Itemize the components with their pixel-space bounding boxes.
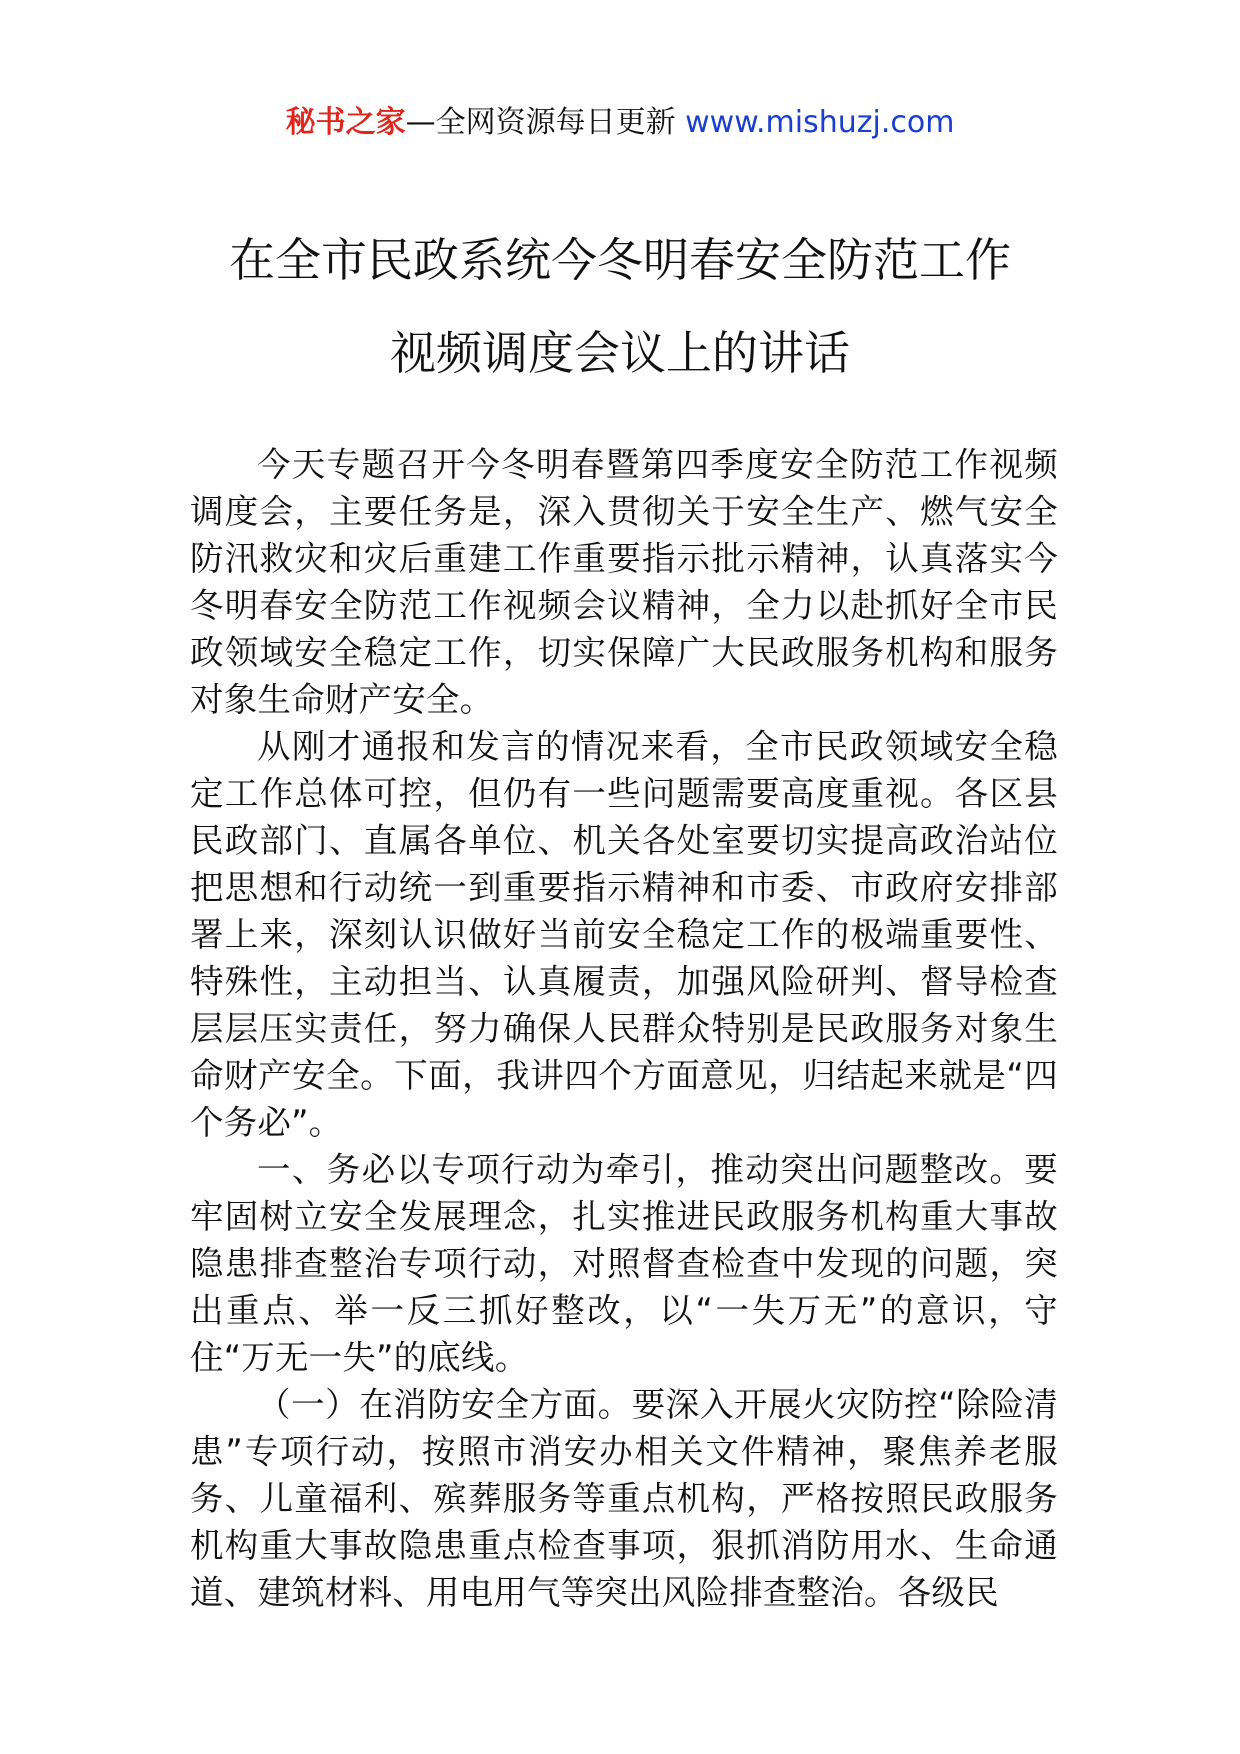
document-body [190, 441, 1058, 1616]
body-paragraph-3: 一、务必以专项行动为牵引，推动突出问题整改。要牢固树立安全发展理念，扎实推进民政服务机构重大事故隐患排查整治专项行动，对照督查检查中发现的问题，突出重点、举一反三抓好整改，以“一失万无”的意识，守住“万无一失”的底线。 [190, 1150, 1058, 1377]
site-tagline: —全网资源每日更新 [405, 105, 686, 140]
site-brand: 秘书之家 [285, 105, 406, 140]
site-header [0, 102, 1240, 144]
body-paragraph-2: 从刚才通报和发言的情况来看，全市民政领域安全稳定工作总体可控，但仍有一些问题需要高度重视。各区县民政部门、直属各单位、机关各处室要切实提高政治站位把思想和行动统一到重要指示精神和市委、市政府安排部署上来，深刻认识做好当前安全稳定工作的极端重要性、特殊性，主动担当、认真履责，加强风险研判、督导检查层层压实责任，努力确保人民群众特别是民政服务对象生命财产安全。下面，我讲四个方面意见，归结起来就是“四个务必”。 [190, 727, 1058, 1142]
body-paragraph-4: （一）在消防安全方面。要深入开展火灾防控“除险清患”专项行动，按照市消安办相关文件精神，聚焦养老服务、儿童福利、殡葬服务等重点机构，严格按照民政服务机构重大事故隐患重点检查事项，狠抓消防用水、生命通道、建筑材料、用电用气等突出风险排查整治。各级民 [190, 1385, 1058, 1612]
site-url-link[interactable]: www.mishuzj.com [685, 105, 955, 140]
body-paragraph-1: 今天专题召开今冬明春暨第四季度安全防范工作视频调度会，主要任务是，深入贯彻关于安全生产、燃气安全防汛救灾和灾后重建工作重要指示批示精神，认真落实今冬明春安全防范工作视频会议精神，全力以赴抓好全市民政领域安全稳定工作，切实保障广大民政服务机构和服务对象生命财产安全。 [190, 445, 1058, 719]
document-title-line-2: 视频调度会议上的讲话 [390, 326, 850, 380]
document-title-line-1: 在全市民政系统今冬明春安全防范工作 [229, 233, 1011, 287]
